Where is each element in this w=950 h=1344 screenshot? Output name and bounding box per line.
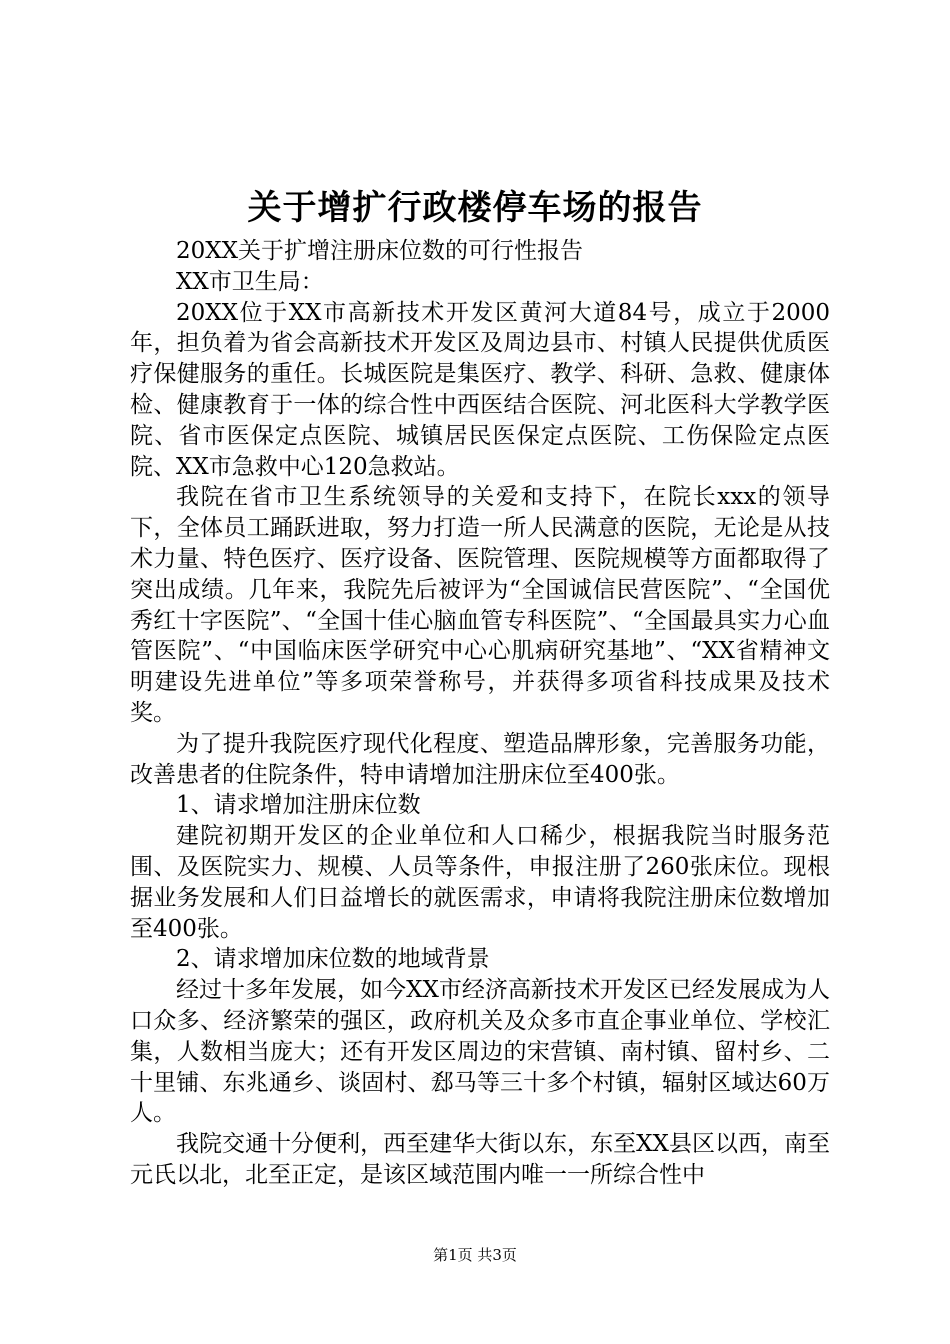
page-footer: 第1页 共3页 — [433, 1246, 517, 1264]
paragraph-hospital-intro: 20XX位于XX市高新技术开发区黄河大道84号，成立于2000年，担负着为省会高新技术开发区及周边县市、村镇人民提供优质医疗保健服务的重任。长城医院是集医疗、教学、科研、急救、健康体检、健康教育于一体的综合性中西医结合医院、河北医科大学教学医院、省市医保定点医院、城镇居民医保定点医院、工伤保险定点医院、XX市急救中心120急救站。 — [130, 299, 830, 480]
paragraph-bed-count: 建院初期开发区的企业单位和人口稀少，根据我院当时服务范围、及医院实力、规模、人员等条件，申报注册了260张床位。现根据业务发展和人们日益增长的就医需求，申请将我院注册床位数增加至400张。 — [130, 823, 830, 942]
paragraph-achievements: 我院在省市卫生系统领导的关爱和支持下，在院长xxx的领导下，全体员工踊跃进取，努力打造一所人民满意的医院，无论是从技术力量、特色医疗、医疗设备、医院管理、医院规模等方面都取得了突出成绩。几年来，我院先后被评为“全国诚信民营医院”、“全国优秀红十字医院”、“全国十佳心脑血管专科医院”、“全国最具实力心血管医院”、“中国临床医学研究中心心肌病研究基地”、“XX省精神文明建设先进单位”等多项荣誉称号，并获得多项省科技成果及技术奖。 — [130, 484, 830, 726]
paragraph-transportation: 我院交通十分便利，西至建华大街以东，东至XX县区以西，南至元氏以北，北至正定，是该区域范围内唯一一所综合性中 — [130, 1131, 830, 1188]
paragraph-regional-background: 经过十多年发展，如今XX市经济高新技术开发区已经发展成为人口众多、经济繁荣的强区，政府机关及众多市直企事业单位、学校汇集，人数相当庞大；还有开发区周边的宋营镇、南村镇、留村乡、二十里铺、东兆通乡、谈固村、郄马等三十多个村镇，辐射区域达60万人。 — [130, 977, 830, 1127]
paragraph-request-summary: 为了提升我院医疗现代化程度、塑造品牌形象，完善服务功能，改善患者的住院条件，特申请增加注册床位至400张。 — [130, 730, 830, 788]
page-title: 关于增扩行政楼停车场的报告 — [247, 188, 703, 228]
document-body — [130, 236, 830, 1191]
section-heading-1: 1、请求增加注册床位数 — [176, 792, 421, 819]
paragraph-addressee: XX市卫生局： — [176, 268, 324, 295]
paragraph-report-heading: 20XX关于扩增注册床位数的可行性报告 — [176, 238, 584, 264]
section-heading-2: 2、请求增加床位数的地域背景 — [176, 946, 490, 973]
